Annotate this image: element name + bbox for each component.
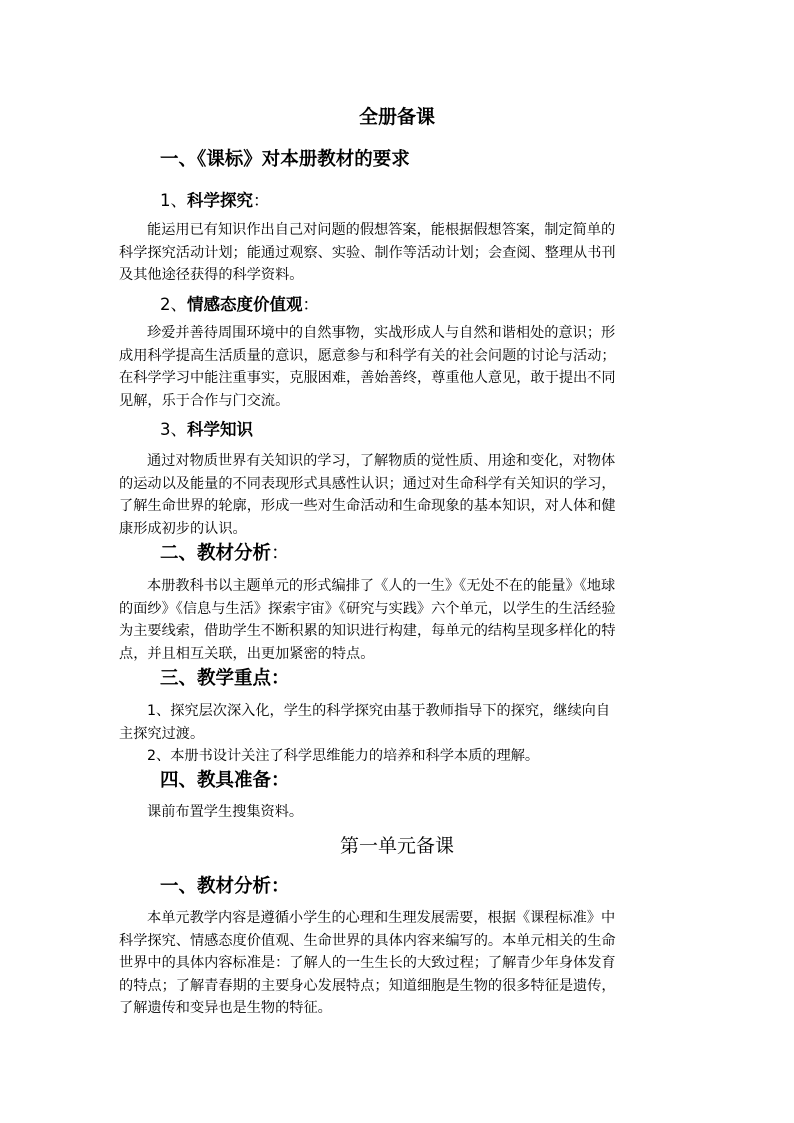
sub3-label: 科学知识: [187, 420, 253, 439]
paragraph-line: 成用科学提高生活质量的意识，愿意参与和科学有关的社会问题的讨论与活动；: [119, 347, 616, 364]
sub1-colon: ：: [253, 191, 270, 210]
section1-sub1-paragraph: [119, 219, 679, 287]
section1-sub2-heading: [160, 294, 319, 316]
section1-sub3-paragraph: [119, 450, 679, 540]
section2-paragraph: [119, 575, 679, 665]
paragraph-line: 科学探究、情感态度价值观、生命世界的具体内容来编写的。本单元相关的生命: [119, 932, 616, 949]
section3-heading: 三、教学重点：: [160, 668, 290, 689]
paragraph-line: 及其他途径获得的科学资料。: [119, 267, 304, 283]
paragraph-line: 在科学学习中能注重事实，克服困难，善始善终，尊重他人意见，敢于提出不同: [119, 370, 616, 386]
paragraph-line: 通过对物质世界有关知识的学习，了解物质的觉性质、用途和变化，对物体: [147, 453, 616, 469]
section1-heading: 一、《课标》对本册教材的要求: [160, 149, 410, 170]
paragraph-line: 科学探究活动计划；能通过观察、实验、制作等活动计划；会查阅、整理从书刊: [119, 244, 616, 261]
sub2-label: 情感态度价值观: [187, 295, 303, 314]
unit1-title: 第一单元备课: [339, 835, 454, 857]
section1-sub3-heading: [160, 419, 253, 441]
paragraph-line: 的特点；了解青春期的主要身心发展特点；知道细胞是生物的很多特征是遗传，: [119, 977, 616, 994]
sub2-number: 2、: [160, 295, 187, 314]
paragraph-line: 课前布置学生搜集资料。: [147, 804, 304, 820]
section2-colon: ：: [271, 543, 290, 564]
paragraph-line: 本单元教学内容是遵循小学生的心理和生理发展需要，根据《课程标准》中: [147, 910, 616, 926]
unit1-heading: 一、教材分析：: [160, 876, 290, 897]
paragraph-line: 康形成初步的认识。: [119, 520, 247, 537]
paragraph-line: 点，并且相互关联，出更加紧密的特点。: [119, 645, 375, 662]
paragraph-line: 为主要线索，借助学生不断积累的知识进行构建，每单元的结构呈现多样化的特: [119, 623, 616, 639]
paragraph-line: 2、本册书设计关注了科学思维能力的培养和科学本质的理解。: [147, 748, 540, 764]
paragraph-line: 1、探究层次深入化，学生的科学探究由基于教师指导下的探究，继续向自: [147, 703, 611, 719]
document-title: 全册备课: [358, 106, 435, 128]
section1-sub2-paragraph: [119, 322, 679, 412]
paragraph-line: 的运动以及能量的不同表现形式具感性认识；通过对生命科学有关知识的学习，: [119, 475, 616, 492]
paragraph-line: 了解生命世界的轮廓，形成一些对生命活动和生命现象的基本知识，对人体和健: [119, 498, 616, 514]
sub1-number: 1、: [160, 191, 187, 210]
paragraph-line: 能运用已有知识作出自己对问题的假想答案，能根据假想答案，制定简单的: [147, 222, 616, 238]
section3-paragraph: [119, 700, 679, 768]
paragraph-line: 主探究过渡。: [119, 725, 205, 742]
sub3-number: 3、: [160, 420, 187, 439]
section2-heading: [160, 542, 290, 566]
section4-heading: 四、教具准备：: [160, 770, 290, 791]
paragraph-line: 的面纱》《信息与生活》探索宇宙》《研究与实践》六个单元，以学生的生活经验: [119, 600, 616, 617]
paragraph-line: 珍爱并善待周围环境中的自然事物，实战形成人与自然和谐相处的意识；形: [147, 325, 616, 341]
paragraph-line: 见解，乐于合作与门交流。: [119, 392, 290, 409]
sub1-label: 科学探究: [187, 191, 253, 210]
section1-sub1-heading: [160, 190, 270, 212]
paragraph-line: 世界中的具体内容标准是：了解人的一生生长的大致过程；了解青少年身体发育: [119, 955, 616, 971]
paragraph-line: 本册教科书以主题单元的形式编排了《人的一生》《无处不在的能量》《地球: [147, 578, 616, 594]
unit1-paragraph: [119, 907, 679, 1020]
sub2-colon: ：: [302, 295, 319, 314]
paragraph-line: 了解遗传和变异也是生物的特征。: [119, 1000, 332, 1016]
section4-paragraph: [119, 801, 679, 824]
section2-heading-text: 二、教材分析: [160, 543, 272, 564]
